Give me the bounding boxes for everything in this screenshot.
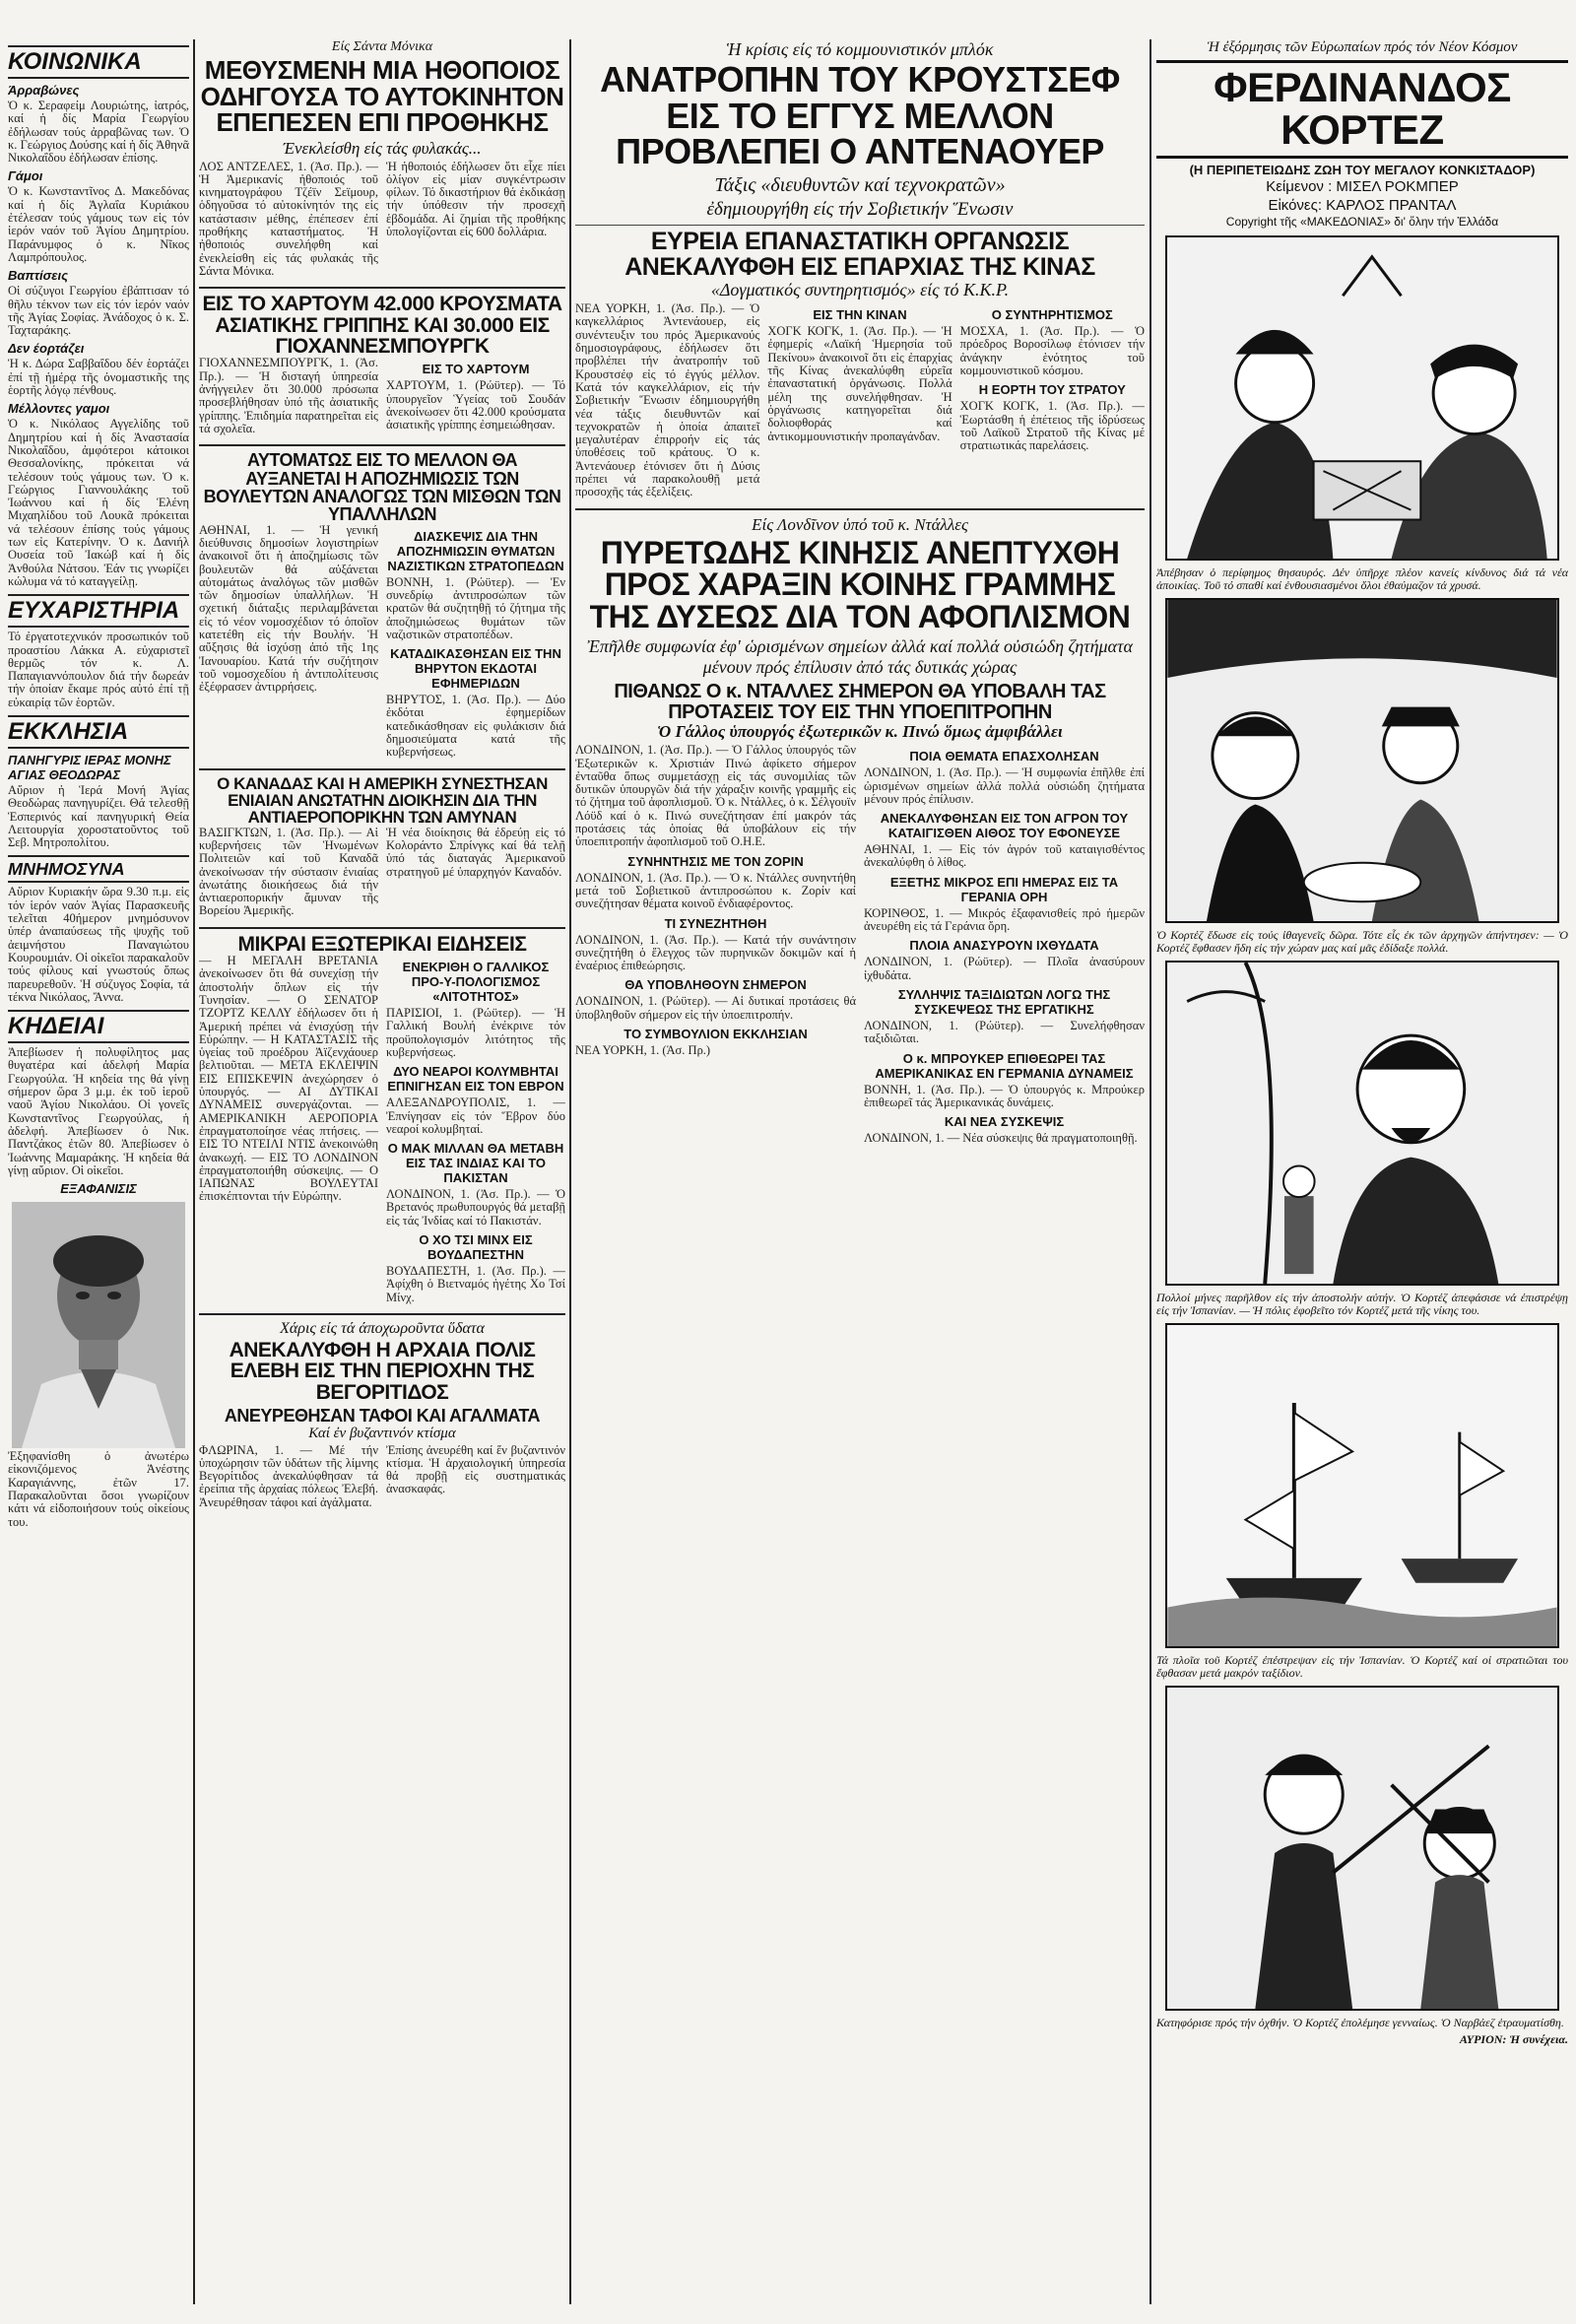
sub-baptisms: Βαπτίσεις (8, 268, 69, 284)
headline-flu: ΕΙΣ ΤΟ ΧΑΡΤΟΥΜ 42.000 ΚΡΟΥΣΜΑΤΑ ΑΣΙΑΤΙΚΗΣ ΓΡΙΠΠΗΣ ΚΑΙ 30.000 ΕΙΣ ΓΙΟΧΑΝΝΕΣΜΠΟΥΡΓΚ (202, 293, 562, 359)
section-thanks: ΕΥΧΑΡΙΣΤΗΡΙΑ (8, 594, 189, 628)
caption: Ἀπέβησαν ὁ περίφημος θησαυρός. Δέν ὑπῆρχε πλέον κανείς κίνδυνος διά τά νέα ἀποικίας. Τοῦ τό σπαθί καί ἐνθουσιασμένοι ὅλοι ἐθαύμαζον τά χρυσά. (1156, 565, 1568, 593)
body-text: Ὁ κ. Νικόλαος Αγγελίδης τοῦ Δημητρίου καί ἡ δίς Ἀναστασία Νικολαΐδου, ἀμφότεροι κάτοικοι Θεσσαλονίκης, πρόκειται νά τελέσουν τούς γάμους των. Ὁ κ. Γεώργιος Γιαννουλάκης τοῦ Ἰωάννου καί ἡ δίς Ἑλένη Μιχαηλίδου τοῦ Λουκᾶ πρόκειται νά τελέσουν ἐπίσης τούς γάμους των εἰς Κατερίνην. Ὁ κ. Δανιήλ Ουσεία τοῦ Ἰακώβ καί ἡ δίς Ἀνθούλα Νάτσου. Ἐάν τις γνωρίζει κώλυμα νά τό καταγγείλῃ. (8, 417, 189, 588)
article-dulles: ΛΟΝΔΙΝΟΝ, 1. (Ἀσ. Πρ.). — Ὁ Γάλλος ὑπουργός τῶν Ἐξωτερικῶν κ. Χριστιάν Πινώ ἀφίκετο σήμερον ἐνταῦθα ὅπως συμμετάσχῃ εἰς τάς συνομιλίας τῶν δυτικῶν ὑπουργῶν διά τήν χάραξιν κοινῆς γραμμῆς εἰς τό ζήτημα τοῦ ἀφοπλισμοῦ. Ὁ κ. Ντάλλες, ὁ κ. Σέλγουϊν Λόϋδ καί ὁ κ. Πινώ συνεζήτησαν ἐπί μακρόν τάς προτάσεις τάς ὁποίας θά ὑποβάλουν εἰς τήν ὑποεπιτροπήν ἀφοπλισμοῦ τοῦ Ο.Η.Ε. ΣΥΝΗΝΤΗΣΙΣ ΜΕ ΤΟΝ ΖΟΡΙΝ ΛΟΝΔΙΝΟΝ, 1. (Ἀσ. Πρ.). — Ὁ κ. Ντάλλες συνηντήθη μετά τοῦ Σοβιετικοῦ ἀντιπροσώπου κ. Ζορίν καί συνεζήτησαν θέματα κοινοῦ ἐνδιαφέροντος. ΤΙ ΣΥΝΕΖΗΤΗΘΗ ΛΟΝΔΙΝΟΝ, 1. (Ἀσ. Πρ.). — Κατά τήν συνάντησιν συνεζητήθη ὁ ἔλεγχος τῶν πυρηνικῶν δοκιμῶν καί ἡ ἐναέριος ἐπιθεώρησις. ΘΑ ΥΠΟΒΛΗΘΟΥΝ ΣΗΜΕΡΟΝ ΛΟΝΔΙΝΟΝ, 1. (Ρώϋτερ). — Αἱ δυτικαί προτάσεις θά ὑποβληθοῦν σήμερον εἰς τήν ὑποεπιτροπήν. ΤΟ ΣΥΜΒΟΥΛΙΟΝ ΕΚΚΛΗΣΙΑΝ ΝΕΑ ΥΟΡΚΗ, 1. (Άσ. Πρ.) ΠΟΙΑ ΘΕΜΑΤΑ ΕΠΑΣΧΟΛΗΣΑΝ ΛΟΝΔΙΝΟΝ, 1. (Ἀσ. Πρ.). — Ἡ συμφωνία ἐπῆλθε ἐπί ὡρισμένων σημείων ἀλλά πολλά οὐσιώδη ζητήματα μένουν πρός ἐπίλυσιν. ΑΝΕΚΑΛΥΦΘΗΣΑΝ ΕΙΣ ΤΟΝ ΑΓΡΟΝ ΤΟΥ ΚΑΤΑΙΓΙΣΘΕΝ ΑΙΘΟΣ ΤΟΥ ΕΦΟΝΕΥΣΕ ΑΘΗΝΑΙ, 1. — Εἰς τόν ἀγρόν τοῦ καταιγισθέντος ἀνεκαλύφθη ὁ λίθος. ΕΞΕΤΗΣ ΜΙΚΡΟΣ ΕΠΙ ΗΜΕΡΑΣ ΕΙΣ ΤΑ ΓΕΡΑΝΙΑ ΟΡΗ ΚΟΡΙΝΘΟΣ, 1. — Μικρός ἐξαφανισθείς πρό ἡμερῶν ἀνευρέθη εἰς τά Γεράνια ὄρη. ΠΛΟΙΑ ΑΝΑΣΥΡΟΥΝ ΙΧΘΥΔΑΤΑ ΛΟΝΔΙΝΟΝ, 1. (Ρώϋτερ). — Πλοῖα ἀνασύρουν ἰχθυδάτα. ΣΥΛΛΗΨΙΣ ΤΑΞΙΔΙΩΤΩΝ ΛΟΓΩ ΤΗΣ ΣΥΣΚΕΨΕΩΣ ΤΗΣ ΕΡΓΑΤΙΚΗΣ ΛΟΝΔΙΝΟΝ, 1. (Ρώϋτερ). — Συνελήφθησαν ταξιδιῶται. Ο κ. ΜΠΡΟΥΚΕΡ ΕΠΙΘΕΩΡΕΙ ΤΑΣ ΑΜΕΡΙΚΑΝΙΚΑΣ ΕΝ ΓΕΡΜΑΝΙΑ ΔΥΝΑΜΕΙΣ ΒΟΝΝΗ, 1. (Ἀσ. Πρ.). — Ὁ ὑπουργός κ. Μπρούκερ ἐπιθεωρεῖ τάς Ἀμερικανικάς δυνάμεις. ΚΑΙ ΝΕΑ ΣΥΣΚΕΨΙΣ ΛΟΝΔΙΝΟΝ, 1. — Νέα σύσκεψις θά πραγματοποιηθῇ. (575, 743, 1145, 1146)
side-heading: ΑΝΕΚΑΛΥΦΘΗΣΑΝ ΕΙΣ ΤΟΝ ΑΓΡΟΝ ΤΟΥ ΚΑΤΑΙΓΙΣΘΕΝ ΑΙΘΟΣ ΤΟΥ ΕΦΟΝΕΥΣΕ (880, 811, 1129, 841)
body-text: Τό ἐργατοτεχνικόν προσωπικόν τοῦ προαστίου Λάκκα Α. εὐχαριστεῖ θερμῶς τόν κ. Λ. Παπαγιαννόπουλον διά τήν δωρεάν τήν ὁποίαν ἔκαμε πρός αὐτό ἐπί τῇ εὐκαιρίᾳ τῶν ἑορτῶν. (8, 630, 189, 709)
comic-panel-1 (1165, 235, 1559, 561)
feature-title: ΦΕΡΔΙΝΑΝΔΟΣ ΚΟΡΤΕΖ (1156, 60, 1568, 159)
article-china: ΝΕΑ ΥΟΡΚΗ, 1. (Ἀσ. Πρ.). — Ὁ καγκελλάριος Ἀντενάουερ, εἰς συνέντευξιν του πρός Ἀμερικανούς δημοσιογράφους, ἐδήλωσεν ὅτι προβλέπει τήν ἀνατροπήν τοῦ Κρουστσέφ εἰς τό ἐγγύς μέλλον. Κατά τόν καγκελλάριον, εἰς τήν Σοβιετικήν Ἕνωσιν ἐδημιουργήθη νέα τάξις διευθυντῶν καί τεχνοκρατῶν ἡ ὁποία ἀπαιτεῖ μεγαλυτέραν ἐπιρροήν εἰς τάς ὑποθέσεις τοῦ κράτους. Ὁ κ. Ἀντενάουερ ἐτόνισεν ὅτι ἡ Δύσις πρέπει νά παρακολουθῇ μετά προσοχῆς τάς ἐξελίξεις. ΕΙΣ ΤΗΝ ΚΙΝΑΝ ΧΟΓΚ ΚΟΓΚ, 1. (Ἀσ. Πρ.). — Ἡ ἐφημερίς «Λαϊκή Ἡμερησία τοῦ Πεκίνου» ἀνακοινοῖ ὅτι εἰς ἐπαρχίας τῆς Κίνας ἀνεκαλύφθη εὐρεῖα ἐπαναστατική ὀργάνωσις. Πολλά μέλη της συνελήφθησαν. Ἡ ὀργάνωσις κατηγορεῖται διά δολιοφθοράς καί ἀντικομμουνιστικήν προπαγάνδαν. Ο ΣΥΝΤΗΡΗΤΙΣΜΟΣ ΜΟΣΧΑ, 1. (Ἀσ. Πρ.). — Ὁ πρόεδρος Βοροσίλωφ ἐτόνισεν τήν ἀνάγκην ἑνότητος τοῦ κομμουνιστικοῦ κόσμου. Η ΕΟΡΤΗ ΤΟΥ ΣΤΡΑΤΟΥ ΧΟΓΚ ΚΟΓΚ, 1. (Ἀσ. Πρ.). — Ἑωρτάσθη ἡ ἐπέτειος τῆς ἱδρύσεως τοῦ Λαϊκοῦ Στρατοῦ τῆς Κίνας μέ στρατιωτικάς παρελάσεις. (575, 301, 1145, 499)
copyright: Copyright τῆς «ΜΑΚΕΔΟΝΙΑΣ» δι' ὅλην τήν Ἑλλάδα (1225, 215, 1499, 230)
body-text: Ἀπεβίωσεν ἡ πολυφίλητος μας θυγατέρα καί ἀδελφή Μαρία Γεωργούλα. Ἡ κηδεία της θά γίνῃ σήμερον ὥρα 3 μ.μ. ἐκ τοῦ ἱεροῦ ναοῦ Ἁγίου Νικολάου. Οἱ γονεῖς Κωνσταντῖνος Γεωργούλας, ἡ ἀδελφή. Ἀπεβίωσεν ὁ Νικ. Παντζάκος ἐτῶν 80. Ἀπεβίωσεν ὁ Ἰωάννης Μαμαράκης. Ἡ κηδεία θά γίνῃ αὔριον. Οἱ οἰκεῖοι. (8, 1045, 189, 1177)
subhead: Ἐπῆλθε συμφωνία ἐφ' ὡρισμένων σημείων ἀλλά καί πολλά οὐσιώδη ζητήματα μένουν πρός ἐπίλυσιν ἀπό τάς δυτικάς χώρας (587, 636, 1133, 678)
article-actress: ΛΟΣ ΑΝΤΖΕΛΕΣ, 1. (Ἀσ. Πρ.). — Ἡ Ἀμερικανίς ἠθοποιός τοῦ κινηματογράφου Τζέϊν Σεϊμουρ, ὁδηγοῦσα τό αὐτοκίνητόν της εἰς κατάστασιν μέθης, ἐπέπεσεν ἐπί προθήκης καταστήματος. Ἡ ἠθοποιός συνελήφθη καί ἐνεκλείσθη εἰς τάς φυλακάς τῆς Σάντα Μόνικα. Ἡ ἠθοποιός ἐδήλωσεν ὅτι εἶχε πίει ὀλίγον εἰς μίαν συγκέντρωσιν φίλων. Τό δικαστήριον θά ἐκδικάσῃ τήν ὑπόθεσιν τήν προσεχῆ ἑβδομάδα. Αἱ ζημίαι τῆς προθήκης ὑπολογίζονται εἰς 600 δολλάρια. (199, 159, 565, 278)
subhead: ἐδημιουργήθη είς τήν Σοβιετικήν Ἕνωσιν (706, 199, 1014, 221)
subhead-dulles: ΠΙΘΑΝΩΣ Ο κ. ΝΤΑΛΛΕΣ ΣΗΜΕΡΟΝ ΘΑ ΥΠΟΒΑΛΗ ΤΑΣ ΠΡΟΤΑΣΕΙΣ ΤΟΥ ΕΙΣ ΤΗΝ ΥΠΟΕΠΙΤΡΟΠΗΝ (614, 681, 1106, 723)
article-canada: ΒΑΣΙΓΚΤΩΝ, 1. (Ἀσ. Πρ.). — Αἱ κυβερνήσεις τῶν Ἡνωμένων Πολιτειῶν καί τοῦ Καναδᾶ ἀνεκοίνωσαν τήν σύστασιν ἑνιαίας ἀνωτάτης διοικήσεως διά τήν ἀντιαεροπορικήν ἄμυναν τῆς Βορείου Ἀμερικῆς. Ἡ νέα διοίκησις θά ἐδρεύῃ εἰς τό Κολοράντο Σπρίνγκς καί θά τελῇ ὑπό τάς διαταγάς Ἀμερικανοῦ στρατηγοῦ μέ ὑπαρχηγόν Καναδόν. (199, 825, 565, 918)
sub-nameday: Δεν έορτάζει (8, 341, 85, 357)
side-heading: Η ΕΟΡΤΗ ΤΟΥ ΣΤΡΑΤΟΥ (978, 382, 1126, 398)
feature-subtitle: (Η ΠΕΡΙΠΕΤΕΙΩΔΗΣ ΖΩΗ ΤΟΥ ΜΕΓΑΛΟΥ ΚΟΝΚΙΣΤΑΔΟΡ) (1189, 162, 1536, 177)
side-heading: ΚΑΤΑΔΙΚΑΣΘΗΣΑΝ ΕΙΣ ΤΗΝ ΒΗΡΥΤΟΝ ΕΚΔΟΤΑΙ ΕΦΗΜΕΡΙΔΩΝ (390, 646, 561, 692)
side-heading: ΘΑ ΥΠΟΒΛΗΘΟΥΝ ΣΗΜΕΡΟΝ (624, 977, 807, 993)
side-heading: ΔΥΟ ΝΕΑΡΟΙ ΚΟΛΥΜΒΗΤΑΙ ΕΠΝΙΓΗΣΑΝ ΕΙΣ ΤΟΝ ΕΒΡΟΝ (387, 1064, 564, 1095)
subhead: Καί ἐν βυζαντινόν κτίσμα (308, 1425, 456, 1441)
kicker: Ἡ κρίσις είς τό κομμουνιστικόν μπλόκ (726, 39, 994, 59)
caption: Κατηφόρισε πρός τήν ὀχθήν. Ὁ Κορτέζ ἐπολέμησε γενναίως. Ὁ Ναρβάεζ ἐτραυματίσθη. (1156, 2016, 1564, 2030)
missing-person-photo (12, 1202, 185, 1448)
side-heading: ΕΞΕΤΗΣ ΜΙΚΡΟΣ ΕΠΙ ΗΜΕΡΑΣ ΕΙΣ ΤΑ ΓΕΡΑΝΙΑ ΟΡΗ (889, 874, 1119, 904)
comic-panel-2 (1165, 598, 1559, 923)
side-heading: ΕΙΣ ΤΟ ΧΑΡΤΟΥΜ (422, 362, 530, 377)
subhead: Τάξις «διευθυντῶν καί τεχνοκρατῶν» (714, 174, 1006, 197)
side-heading: Ο κ. ΜΠΡΟΥΚΕΡ ΕΠΙΘΕΩΡΕΙ ΤΑΣ ΑΜΕΡΙΚΑΝΙΚΑΣ ΕΝ ΓΕΡΜΑΝΙΑ ΔΥΝΑΜΕΙΣ (875, 1050, 1134, 1081)
headline-canada: Ο ΚΑΝΑΔΑΣ ΚΑΙ Η ΑΜΕΡΙΚΗ ΣΥΝΕΣΤΗΣΑΝ ΕΝΙΑΙΑΝ ΑΝΩΤΑΤΗΝ ΔΙΟΙΚΗΣΙΝ ΔΙΑ ΤΗΝ ΑΝΤΙΑΕΡΟΠΟΡΙΚΗΝ ΤΩΝ ΑΜΥΝΑΝ (217, 773, 548, 828)
headline-elevi: ΑΝΕΚΑΛΥΦΘΗ Η ΑΡΧΑΙΑ ΠΟΛΙΣ ΕΛΕΒΗ ΕΙΣ ΤΗΝ ΠΕΡΙΟΧΗΝ ΤΗΣ ΒΕΓΟΡΙΤΙΔΟΣ (229, 1338, 536, 1404)
body-text: Αὔριον Κυριακήν ὥρα 9.30 π.μ. εἰς τόν ἱερόν ναόν Ἁγίας Παρασκευῆς τελεῖται 40ήμερον μνημόσυνον ὑπέρ ἀναπαύσεως τῆς ψυχῆς τοῦ ἀειμνήστου Παναγιώτου Κουρουμιάν. Οἱ οἰκεῖοι παρακαλοῦν τούς φίλους καί γνωστούς ὅπως παρευρεθοῦν. Ἡ σύζυγος Σοφία, τά τέκνα Νικόλαος, Ἄννα. (8, 885, 189, 1004)
kicker: Είς Λονδῖνον ὑπό τοῦ κ. Ντάλλες (752, 514, 968, 534)
headline-dulles: ΠΥΡΕΤΩΔΗΣ ΚΙΝΗΣΙΣ ΑΝΕΠΤΥΧΘΗ ΠΡΟΣ ΧΑΡΑΞΙΝ ΚΟΙΝΗΣ ΓΡΑΜΜΗΣ ΤΗΣ ΔΥΣΕΩΣ ΔΙΑ ΤΟΝ ΑΦΟΠΛΙΣΜΟΝ (589, 534, 1131, 634)
side-heading: Ο ΜΑΚ ΜΙΛΛΑΝ ΘΑ ΜΕΤΑΒΗ ΕΙΣ ΤΑΣ ΙΝΔΙΑΣ ΚΑΙ ΤΟ ΠΑΚΙΣΤΑΝ (387, 1141, 564, 1186)
headline-foreign-brief: ΜΙΚΡΑΙ ΕΞΩΤΕΡΙΚΑΙ ΕΙΔΗΣΕΙΣ (237, 932, 527, 956)
article-foreign-brief: — Η ΜΕΓΑΛΗ ΒΡΕΤΑΝΙΑ ἀνεκοίνωσεν ὅτι θά συνεχίσῃ τήν ἀποστολήν ὅπλων εἰς τήν Τυνησίαν. — Ο ΣΕΝΑΤΟΡ ΤΖΟΡΤΖ ΚΕΛΛΥ ἐδήλωσεν ὅτι ἡ Ἀμερική πρέπει νά ἐνισχύσῃ τήν Εὐρώπην. — Η ΚΑΤΑΣΤΑΣΙΣ τῆς ὑγείας τοῦ προέδρου Ἀϊζενχάουερ βελτιοῦται. — ΜΕΤΑ ΕΚΛΕΙΨΙΝ ΕΙΣ ΕΠΙΣΚΕΨΙΝ ἀνεχώρησεν ὁ ὑπουργός. — ΑΙ ΔΥΤΙΚΑΙ ΔΥΝΑΜΕΙΣ συνεργάζονται. — ΑΜΕΡΙΚΑΝΙΚΗ ΑΕΡΟΠΟΡΙΑ ἐπραγματοποίησε νέας πτήσεις. — ΕΙΣ ΤΟ ΝΤΕΙΛΙ ΝΤΙΣ ἀνεκοινώθη ἀνακωχή. — ΕΙΣ ΤΟ ΛΟΝΔΙΝΟΝ ἐπραγματοποιήθη σύσκεψις. — Ο ΙΑΠΩΝΑΣ ΒΟΥΛΕΥΤΑΙ ἐπισκέπτονται τήν Εὐρώπην. ΕΝΕΚΡΙΘΗ Ο ΓΑΛΛΙΚΟΣ ΠΡΟ-Υ-ΠΟΛΟΓΙΣΜΟΣ «ΛΙΤΟΤΗΤΟΣ» ΠΑΡΙΣΙΟΙ, 1. (Ρώϋτερ). — Ἡ Γαλλική Βουλή ἐνέκρινε τόν προϋπολογισμόν λιτότητος τῆς κυβερνήσεως. ΔΥΟ ΝΕΑΡΟΙ ΚΟΛΥΜΒΗΤΑΙ ΕΠΝΙΓΗΣΑΝ ΕΙΣ ΤΟΝ ΕΒΡΟΝ ΑΛΕΞΑΝΔΡΟΥΠΟΛΙΣ, 1. — Ἐπνίγησαν εἰς τόν Ἕβρον δύο νεαροί κολυμβηταί. Ο ΜΑΚ ΜΙΛΛΑΝ ΘΑ ΜΕΤΑΒΗ ΕΙΣ ΤΑΣ ΙΝΔΙΑΣ ΚΑΙ ΤΟ ΠΑΚΙΣΤΑΝ ΛΟΝΔΙΝΟΝ, 1. (Ἀσ. Πρ.). — Ὁ Βρετανός πρωθυπουργός θά μεταβῇ εἰς τάς Ἰνδίας καί τό Πακιστάν. Ο ΧΟ ΤΣΙ ΜΙΝΧ ΕΙΣ ΒΟΥΔΑΠΕΣΤΗΝ ΒΟΥΔΑΠΕΣΤΗ, 1. (Ἀσ. Πρ.). — Ἀφίχθη ὁ Βιετναμός ἡγέτης Χο Τσί Μίνχ. (199, 954, 565, 1304)
body-text: Οἱ σύζυγοι Γεωργίου ἐβάπτισαν τό θῆλυ τέκνον των εἰς τόν ἱερόν ναόν τῆς Ἁγίας Σοφίας. Ἀνάδοχος ὁ κ. Σ. Ταχταράκης. (8, 284, 189, 338)
side-heading: ΠΟΙΑ ΘΕΜΑΤΑ ΕΠΑΣΧΟΛΗΣΑΝ (909, 749, 1099, 764)
kicker: Είς Σάντα Μόνικα (331, 39, 433, 54)
caption: Πολλοί μήνες παρῆλθον εἰς τήν ἀποστολήν αὐτήν. Ὁ Κορτέζ ἀπεφάσισε νά ἐπιστρέψῃ εἰς τήν Ἰσπανίαν. — Ἡ πόλις ἐφοβεῖτο τόν Κορτέζ μετά τῆς νίκης του. (1156, 1291, 1568, 1318)
column-social (8, 39, 189, 2304)
subhead: Ένεκλείσθη είς τάς φυλακάς... (283, 138, 482, 158)
comic-panel-3 (1165, 961, 1559, 1286)
side-heading: ΠΛΟΙΑ ΑΝΑΣΥΡΟΥΝ ΙΧΘΥΔΑΤΑ (909, 938, 1099, 954)
headline-china: ΕΥΡΕΙΑ ΕΠΑΝΑΣΤΑΤΙΚΗ ΟΡΓΑΝΩΣΙΣ ΑΝΕΚΑΛΥΦΘΗ ΕΙΣ ΕΠΑΡΧΙΑΣ ΤΗΣ ΚΙΝΑΣ (624, 228, 1095, 281)
body-text: Αὔριον ἡ Ἱερά Μονή Ἁγίας Θεοδώρας πανηγυρίζει. Θά τελεσθῇ Ἑσπερινός καί πανηγυρική Θεία Λειτουργία χοροστατοῦντος τοῦ Σεβ. Μητροπολίτου. (8, 782, 189, 850)
caption: Ὁ Κορτέζ ἔδωσε εἰς τούς ἰθαγενεῖς δῶρα. Τότε εἷς ἐκ τῶν ἀρχηγῶν ἀπήντησεν: — Ὁ Κορτέζ ἔφθασεν ἤδη εἰς τήν χώραν μας καί μᾶς ἐδίδαξε πολλά. (1156, 928, 1568, 956)
side-heading: Ο ΧΟ ΤΣΙ ΜΙΝΧ ΕΙΣ ΒΟΥΔΑΠΕΣΤΗΝ (419, 1232, 533, 1263)
comic-panel-5 (1165, 1686, 1559, 2011)
side-heading: ΝΕΑ ΥΟΡΚΗ, 1. (Άσ. Πρ.) (575, 1043, 711, 1058)
section-funerals: ΚΗΔΕΙΑΙ (8, 1010, 189, 1043)
column-rule (193, 39, 195, 2304)
side-heading: ΤΙ ΣΥΝΕΖΗΤΗΘΗ (664, 915, 767, 931)
body-text: Ἐξηφανίσθη ὁ ἀνωτέρω εἰκονιζόμενος Ἀνέστης Καραγιάννης, ἐτῶν 17. Παρακαλοῦνται ὅσοι γνωρίζουν κάτι νά εἰδοποιήσουν τούς οἰκείους του. (8, 1449, 189, 1529)
section-memorial: ΜΝΗΜΟΣΥΝΑ (8, 855, 189, 883)
side-heading: ΔΙΑΣΚΕΨΙΣ ΔΙΑ ΤΗΝ ΑΠΟΖΗΜΙΩΣΙΝ ΘΥΜΑΤΩΝ ΝΑΖΙΣΤΙΚΩΝ ΣΤΡΑΤΟΠΕΔΩΝ (387, 528, 564, 573)
column-rule (569, 39, 571, 2304)
sub-engagements: Άρραβώνες (8, 83, 80, 98)
article-elevi: ΦΛΩΡΙΝΑ, 1. — Μέ τήν ὑποχώρησιν τῶν ὑδάτων τῆς λίμνης Βεγορίτιδος ἀνεκαλύφθησαν τά ἐρείπια τῆς ἀρχαίας πόλεως Ἐλεβή. Ἀνευρέθησαν τάφοι καί ἀγάλματα. Ἐπίσης ἀνευρέθη καί ἕν βυζαντινόν κτίσμα. Ἡ ἀρχαιολογική ὑπηρεσία θά προβῇ εἰς συστηματικάς ἀνασκαφάς. (199, 1442, 565, 1509)
side-heading: ΕΙΣ ΤΗΝ ΚΙΝΑΝ (813, 307, 907, 323)
headline-mps: ΑΥΤΟΜΑΤΩΣ ΕΙΣ ΤΟ ΜΕΛΛΟΝ ΘΑ ΑΥΞΑΝΕΤΑΙ Η ΑΠΟΖΗΜΙΩΣΙΣ ΤΩΝ ΒΟΥΛΕΥΤΩΝ ΑΝΑΛΟΓΩΣ ΤΩΝ ΜΙΣΘΩΝ ΤΩΝ ΥΠΑΛΛΗΛΩΝ (203, 450, 561, 525)
body-text: Ὁ κ. Κωνσταντῖνος Δ. Μακεδόνας καί ἡ δίς Ἀγλαΐα Κυριάκου ἐτέλεσαν τούς γάμους των εἰς τόν ἱερόν ναόν τοῦ Ἁγίου Δημητρίου. Παράνυμφος ὁ κ. Νῖκος Λαμπρόπουλος. (8, 184, 189, 264)
side-heading: ΚΑΙ ΝΕΑ ΣΥΣΚΕΨΙΣ (944, 1114, 1065, 1130)
column-rule (1149, 39, 1151, 2304)
sub-disappearance: ΕΞΑΦΑΝΙΣΙΣ (60, 1181, 137, 1197)
body-text: Ὁ κ. Σεραφείμ Λουριώτης, ἰατρός, καί ἡ δίς Μαρία Γεωργίου ἐδήλωσαν τούς ἀρραβῶνας των. Ὁ κ. Γεώργιος Δούσης καί ἡ δίς Ἀθηνᾶ Νικολαΐδου ἐδήλωσαν ἐπίσης. (8, 99, 189, 166)
comic-panel-4 (1165, 1323, 1559, 1648)
section-church: ΕΚΚΛΗΣΙΑ (8, 715, 189, 749)
caption: Τά πλοῖα τοῦ Κορτέζ ἐπέστρεψαν εἰς τήν Ἰσπανίαν. Ὁ Κορτέζ καί οἱ στρατιῶται του ἔφθασαν μετά μακρόν ταξίδιον. (1156, 1653, 1568, 1681)
side-heading: Ο ΣΥΝΤΗΡΗΤΙΣΜΟΣ (991, 307, 1113, 323)
continued-note: ΑΥΡΙΟΝ: Ἡ συνέχεια. (1459, 2032, 1568, 2047)
side-heading: ΤΟ ΣΥΜΒΟΥΛΙΟΝ ΕΚΚΛΗΣΙΑΝ (624, 1027, 808, 1042)
text-credit: Κείμενον : ΜΙΣΕΛ ΡΟΚΜΠΕΡ (1266, 177, 1459, 195)
article-flu: ΓΙΟΧΑΝΝΕΣΜΠΟΥΡΓΚ, 1. (Ἀσ. Πρ.). — Ἡ δισταγή ὑπηρεσία ἀνήγγειλεν ὅτι 30.000 πρόσωπα προσεβλήθησαν ὑπό τῆς ἀσιατικῆς γρίππης. Ἐπιδημία παρατηρεῖται εἰς τά σχολεῖα. ΕΙΣ ΤΟ ΧΑΡΤΟΥΜ ΧΑΡΤΟΥΜ, 1. (Ρώϋτερ). — Τό ὑπουργεῖον Ὑγείας τοῦ Σουδάν ἀνεκοίνωσεν ὅτι 42.000 κρούσματα ἀσιατικῆς γρίππης ἐσημειώθησαν. (199, 356, 565, 435)
sub-weddings: Γάμοι (8, 168, 43, 184)
column-news (199, 39, 565, 2304)
kicker: Χάρις είς τά άποχωροῦντα ὕδατα (280, 1319, 485, 1337)
side-heading: ΣΥΛΛΗΨΙΣ ΤΑΞΙΔΙΩΤΩΝ ΛΟΓΩ ΤΗΣ ΣΥΣΚΕΨΕΩΣ ΤΗΣ ΕΡΓΑΤΙΚΗΣ (897, 986, 1111, 1017)
side-heading: ΕΝΕΚΡΙΘΗ Ο ΓΑΛΛΙΚΟΣ ΠΡΟ-Υ-ΠΟΛΟΓΙΣΜΟΣ «ΛΙΤΟΤΗΤΟΣ» (402, 960, 550, 1005)
sub-church: ΠΑΝΗΓΥΡΙΣ ΙΕΡΑΣ ΜΟΝΗΣ ΑΓΙΑΣ ΘΕΟΔΩΡΑΣ (8, 752, 171, 782)
headline-actress: ΜΕΘΥΣΜΕΝΗ ΜΙΑ ΗΘΟΠΟΙΟΣ ΟΔΗΓΟΥΣΑ ΤΟ ΑΥΤΟΚΙΝΗΤΟΝ ΕΠΕΠΕΣΕΝ ΕΠΙ ΠΡΟΘΗΚΗΣ (200, 55, 564, 138)
column-cortez (1156, 39, 1568, 2304)
subhead: «Δογματικός συντηρητισμός» είς τό Κ.Κ.Ρ. (710, 280, 1010, 300)
side-heading: ΣΥΝΗΝΤΗΣΙΣ ΜΕ ΤΟΝ ΖΟΡΙΝ (627, 853, 804, 869)
article-mps: ΑΘΗΝΑΙ, 1. — Ἡ γενική διεύθυνσις δημοσίων λογιστηρίων ἀνακοινοῖ ὅτι ἡ ἀποζημίωσις τῶν βουλευτῶν θά αὐξάνεται αὐτομάτως ἀναλόγως τῶν μισθῶν τῶν δημοσίων ὑπαλλήλων. Ἡ σχετική διάταξις περιλαμβάνεται εἰς τό νέον νομοσχέδιον τό ὁποῖον κατετέθη εἰς τήν Βουλήν. Ἡ αὔξησις θά ἰσχύσῃ ἀπό τῆς 1ης Ἰανουαρίου. Κατά τήν συζήτησιν τοῦ νομοσχεδίου ἡ ἀντιπολίτευσις ἐξέφρασεν ἀντιρρήσεις. ΔΙΑΣΚΕΨΙΣ ΔΙΑ ΤΗΝ ΑΠΟΖΗΜΙΩΣΙΝ ΘΥΜΑΤΩΝ ΝΑΖΙΣΤΙΚΩΝ ΣΤΡΑΤΟΠΕΔΩΝ ΒΟΝΝΗ, 1. (Ρώϋτερ). — Ἐν συνεδρίῳ ἀντιπροσώπων τῶν κρατῶν θά συζητηθῇ τό ζήτημα τῆς ἀποζημιώσεως θυμάτων τῶν ναζιστικῶν στρατοπέδων. ΚΑΤΑΔΙΚΑΣΘΗΣΑΝ ΕΙΣ ΤΗΝ ΒΗΡΥΤΟΝ ΕΚΔΟΤΑΙ ΕΦΗΜΕΡΙΔΩΝ ΒΗΡΥΤΟΣ, 1. (Ἀσ. Πρ.). — Δύο ἐκδόται ἐφημερίδων κατεδικάσθησαν εἰς φυλάκισιν διά δημοσιεύματα κατά τῆς κυβερνήσεως. (199, 522, 565, 760)
section-social: ΚΟΙΝΩΝΙΚΑ (8, 45, 189, 79)
column-main (575, 39, 1145, 2304)
subhead: Ὁ Γάλλος ὑπουργός ἐξωτερικῶν κ. Πινώ ὅμως ἀμφιβάλλει (657, 722, 1063, 742)
headline-khrushchev: ΑΝΑΤΡΟΠΗΝ ΤΟΥ ΚΡΟΥΣΤΣΕΦ ΕΙΣ ΤΟ ΕΓΓΥΣ ΜΕΛΛΟΝ ΠΡΟΒΛΕΠΕΙ Ο ΑΝΤΕΝΑΟΥΕΡ (600, 59, 1120, 172)
body-text: Ἡ κ. Δώρα Σαββαΐδου δέν ἑορτάζει ἐπί τῇ ἡμέρᾳ τῆς ὀνομαστικῆς της ἑορτῆς λόγῳ πένθους. (8, 357, 189, 398)
images-credit: Εἰκόνες: ΚΑΡΛΟΣ ΠΡΑΝΤΑΛ (1268, 196, 1457, 214)
subhead-elevi: ΑΝΕΥΡΕΘΗΣΑΝ ΤΑΦΟΙ ΚΑΙ ΑΓΑΛΜΑΤΑ (224, 1406, 541, 1427)
kicker: Ἡ ἐξόρμησις τῶν Εὐρωπαίων πρός τόν Νέον Κόσμον (1207, 39, 1518, 55)
sub-future-weddings: Μέλλοντες γαμοι (8, 401, 110, 417)
